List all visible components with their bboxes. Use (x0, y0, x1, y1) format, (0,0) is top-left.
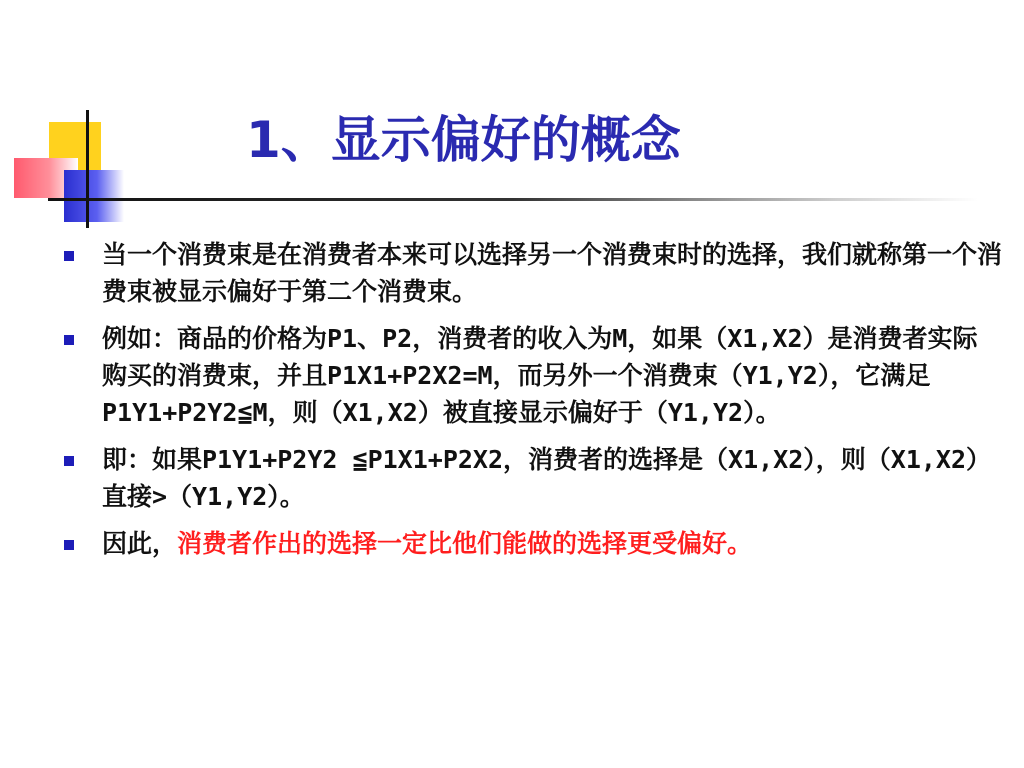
square-bullet-icon (64, 251, 74, 261)
conclusion-prefix: 因此， (102, 529, 178, 558)
slide-title: 1、显示偏好的概念 (246, 111, 681, 169)
bullet-item-condition (62, 441, 1002, 515)
decor-blue-square (64, 170, 124, 222)
decor-vertical-line (86, 110, 89, 228)
bullet-item-definition (62, 236, 1002, 310)
square-bullet-icon (64, 540, 74, 550)
square-bullet-icon (64, 335, 74, 345)
bullet-list (62, 236, 1002, 572)
bullet-item-example (62, 320, 1002, 431)
bullet-text: 即：如果P1Y1+P2Y2 ≦P1X1+P2X2，消费者的选择是（X1,X2），则（X1,X2）直接>（Y1,Y2）。 (102, 445, 992, 511)
bullet-text: 当一个消费束是在消费者本来可以选择另一个消费束时的选择，我们就称第一个消费束被显示偏好于第二个消费束。 (102, 240, 1003, 306)
conclusion-highlight: 消费者作出的选择一定比他们能做的选择更受偏好。 (177, 529, 753, 558)
bullet-text: 例如：商品的价格为P1、P2，消费者的收入为M，如果（X1,X2）是消费者实际购买的消费束，并且P1X1+P2X2=M，而另外一个消费束（Y1,Y2），它满足P1Y1+P2Y2≦M，则（X1,X2）被直接显示偏好于（Y1,Y2）。 (102, 324, 978, 427)
title-underline (48, 198, 978, 201)
bullet-item-conclusion (62, 525, 1002, 562)
square-bullet-icon (64, 456, 74, 466)
